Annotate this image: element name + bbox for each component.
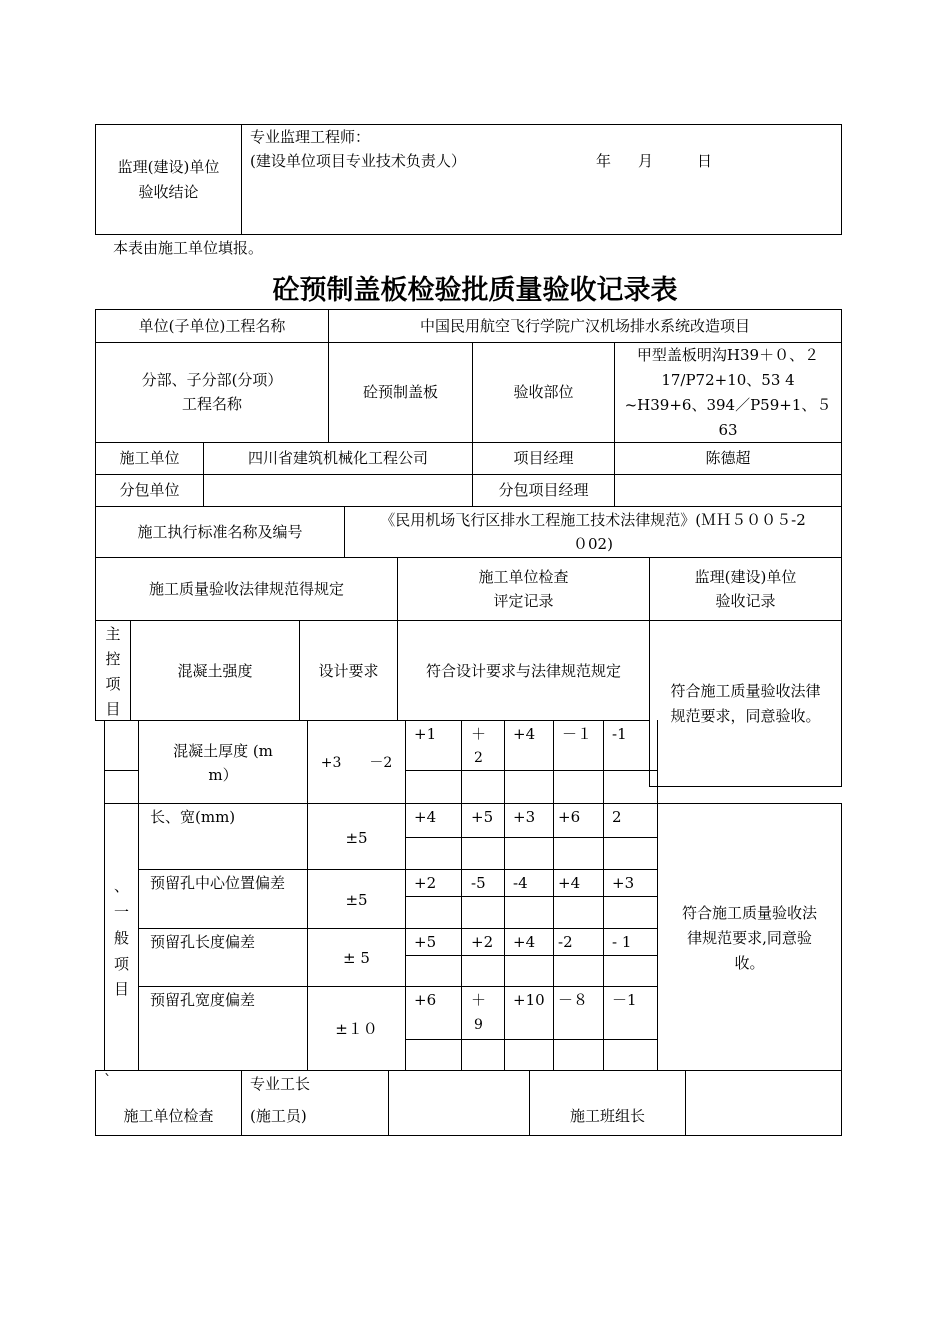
main-control-label: 项	[105, 675, 121, 693]
concrete-strength-requirement: 设计要求	[318, 662, 379, 680]
unit-value: 中国民用航空飞行学院广汉机场排水系统改造项目	[419, 317, 750, 335]
main-control-label: 控	[105, 650, 121, 668]
general-value: +6	[558, 808, 581, 826]
project-manager-value: 陈德超	[705, 449, 751, 467]
acceptance-part-value: ~H39+6、394／P59+1、５	[624, 396, 832, 414]
rule	[95, 442, 842, 443]
concrete-strength-item: 混凝土强度	[177, 662, 253, 680]
rule	[461, 803, 462, 1071]
general-value: +3	[612, 874, 635, 892]
general-item: 预留孔中心位置偏差	[150, 874, 286, 892]
acceptance-part-value: 63	[718, 421, 738, 439]
general-conclusion: 收。	[734, 954, 765, 972]
standard-value: ０02)	[573, 535, 613, 553]
supervision-engineer: 专业监理工程师：	[250, 128, 371, 146]
project-manager-label: 项目经理	[513, 449, 574, 467]
rule	[138, 803, 139, 1071]
general-label: 般	[113, 929, 129, 947]
unit-label: 单位(子单位)工程名称	[138, 317, 286, 335]
standard-value: 《民用机场飞行区排水工程施工技术法律规范》(ＭＨ５００５-2	[380, 511, 806, 529]
general-item: 预留孔长度偏差	[150, 933, 256, 951]
rule	[405, 1039, 657, 1040]
rule	[241, 1070, 242, 1136]
rule	[657, 720, 658, 804]
general-value: +10	[513, 991, 545, 1009]
contractor-value: 四川省建筑机械化工程公司	[247, 449, 428, 467]
general-tolerance: ±5	[345, 891, 368, 909]
general-value: +4	[558, 874, 581, 892]
acceptance-part-label: 验收部位	[513, 383, 574, 401]
owner-tech-lead: (建设单位项目专业技术负责人）	[250, 152, 466, 170]
date-day: 日	[697, 152, 713, 170]
date-month: 月	[638, 152, 654, 170]
general-mark: 、	[113, 877, 129, 895]
general-value: +3	[513, 808, 536, 826]
rule	[553, 803, 554, 1071]
thickness-value: 2	[474, 750, 483, 766]
rule	[603, 803, 604, 1071]
rule	[405, 770, 657, 771]
main-control-label: 目	[105, 700, 121, 718]
rule	[104, 720, 105, 804]
general-value: - 1	[612, 933, 632, 951]
rule	[649, 786, 842, 787]
general-value: 2	[612, 808, 622, 826]
col-spec: 施工质量验收法律规范得规定	[148, 580, 344, 598]
general-value: －８	[558, 991, 589, 1009]
rule	[461, 720, 462, 804]
thickness-value: －１	[562, 725, 593, 743]
subcontractor-label: 分包单位	[119, 481, 180, 499]
general-value: +2	[471, 933, 494, 951]
rule	[553, 720, 554, 804]
concrete-strength-result: 符合设计要求与法律规范规定	[425, 662, 621, 680]
general-tolerance: ±１０	[335, 1020, 378, 1038]
supervision-label-1: 监理(建设)单位	[117, 158, 220, 176]
standard-label: 施工执行标准名称及编号	[137, 523, 303, 541]
sub-pm-label: 分包项目经理	[498, 481, 589, 499]
rule	[138, 869, 657, 870]
rule	[841, 620, 842, 787]
rule	[603, 720, 604, 804]
date-year: 年	[596, 152, 612, 170]
rule	[504, 803, 505, 1071]
footer-mark: `	[104, 1071, 112, 1089]
rule	[405, 803, 406, 1071]
general-value: +5	[471, 808, 494, 826]
rule	[405, 720, 406, 804]
rule	[104, 803, 658, 804]
rule	[685, 1070, 686, 1136]
rule	[95, 506, 842, 507]
team-leader-label: 施工班组长	[569, 1107, 645, 1125]
contractor-label: 施工单位	[119, 449, 180, 467]
contractor-check-label: 施工单位检查	[123, 1107, 214, 1125]
general-value: +4	[414, 808, 437, 826]
divider	[241, 124, 242, 235]
rule	[405, 955, 657, 956]
rule	[104, 770, 139, 771]
rule	[657, 803, 842, 804]
main-control-conclusion: 规范要求，同意验收。	[670, 707, 821, 725]
general-tolerance: ±5	[345, 829, 368, 847]
general-label: 一	[113, 903, 129, 921]
col-supervision: 验收记录	[715, 592, 776, 610]
general-tolerance: ± 5	[343, 949, 370, 967]
page-title: 砼预制盖板检验批质量验收记录表	[272, 275, 678, 306]
thickness-item: 混凝土厚度 (m	[173, 742, 273, 760]
general-value: +6	[414, 991, 437, 1009]
thickness-value: ＋	[471, 725, 487, 743]
foreman-label: 专业工长	[250, 1075, 311, 1093]
supervision-label-2: 验收结论	[138, 183, 199, 201]
general-conclusion: 符合施工质量验收法	[681, 904, 817, 922]
general-value: +2	[414, 874, 437, 892]
rule	[405, 896, 657, 897]
thickness-tolerance: +3 －2	[320, 755, 393, 771]
col-contractor-check: 评定记录	[493, 592, 554, 610]
general-value: +4	[513, 933, 536, 951]
general-value: 9	[474, 1017, 483, 1033]
main-control-conclusion: 符合施工质量验收法律	[670, 682, 821, 700]
rule	[388, 1070, 389, 1136]
thickness-item: m）	[208, 766, 238, 784]
general-value: -5	[471, 874, 486, 892]
general-conclusion: 律规范要求,同意验	[687, 929, 812, 947]
general-value: －1	[612, 991, 637, 1009]
thickness-value: -1	[612, 725, 627, 743]
rule	[841, 803, 842, 1071]
main-control-label: 主	[105, 625, 121, 643]
thickness-value: +1	[414, 725, 437, 743]
rule	[95, 557, 842, 558]
rule	[95, 474, 842, 475]
general-value: +5	[414, 933, 437, 951]
col-contractor-check: 施工单位检查	[478, 568, 569, 586]
general-item: 长、宽(mm)	[150, 808, 236, 826]
general-label: 项	[113, 955, 129, 973]
fill-note: 本表由施工单位填报。	[113, 239, 264, 257]
sub-project-label: 分部、子分部(分项）	[141, 371, 283, 389]
acceptance-part-value: 17/P72+10、53 4	[661, 371, 795, 389]
rule	[138, 928, 657, 929]
general-label: 目	[113, 980, 129, 998]
rule	[504, 720, 505, 804]
rule	[397, 720, 649, 721]
general-value: ＋	[471, 991, 487, 1009]
foreman-label: (施工员)	[250, 1107, 307, 1125]
sub-project-value: 砼预制盖板	[362, 383, 438, 401]
col-supervision: 监理(建设)单位	[694, 568, 797, 586]
thickness-value: +4	[513, 725, 536, 743]
acceptance-part-value: 甲型盖板明沟H39＋０、２	[636, 346, 820, 364]
sub-project-label: 工程名称	[181, 395, 242, 413]
general-item: 预留孔宽度偏差	[150, 991, 256, 1009]
general-value: -4	[513, 874, 528, 892]
general-value: -2	[558, 933, 573, 951]
rule	[138, 986, 657, 987]
rule	[405, 837, 657, 838]
